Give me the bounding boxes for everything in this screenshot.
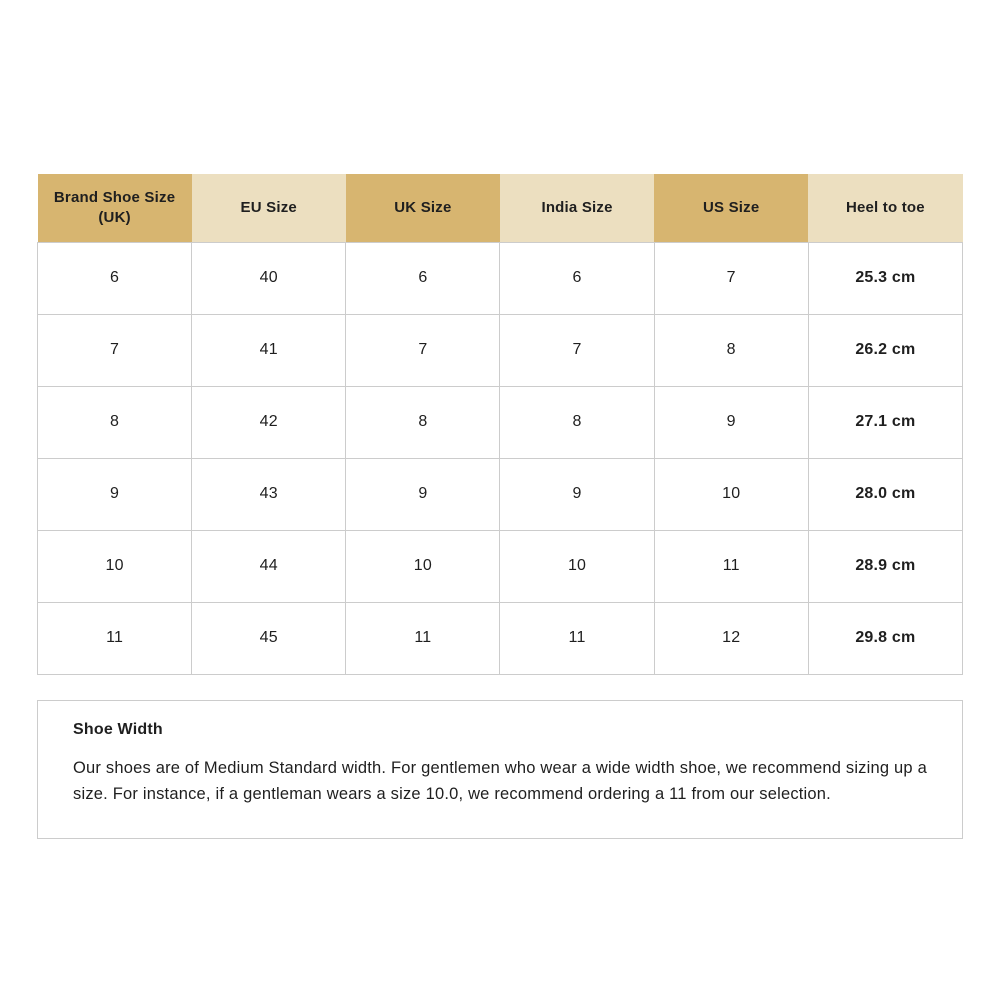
table-cell: 7 <box>346 314 500 386</box>
table-cell: 8 <box>38 386 192 458</box>
table-cell: 10 <box>654 458 808 530</box>
table-row <box>38 314 963 386</box>
table-header <box>38 174 963 242</box>
table-cell: 26.2 cm <box>808 314 962 386</box>
table-cell: 42 <box>192 386 346 458</box>
table-cell: 8 <box>500 386 654 458</box>
table-row <box>38 602 963 674</box>
column-header: Brand Shoe Size (UK) <box>38 174 192 242</box>
table-cell: 8 <box>654 314 808 386</box>
table-cell: 7 <box>38 314 192 386</box>
table-cell: 29.8 cm <box>808 602 962 674</box>
note-title: Shoe Width <box>73 720 163 738</box>
table-row <box>38 242 963 314</box>
table-cell: 28.9 cm <box>808 530 962 602</box>
table-row <box>38 458 963 530</box>
size-conversion-table <box>37 174 963 675</box>
table-cell: 6 <box>346 242 500 314</box>
table-header-row <box>38 174 963 242</box>
table-cell: 9 <box>38 458 192 530</box>
table-cell: 10 <box>346 530 500 602</box>
table-cell: 10 <box>38 530 192 602</box>
shoe-width-note-box <box>37 700 963 839</box>
table-cell: 25.3 cm <box>808 242 962 314</box>
table-cell: 7 <box>500 314 654 386</box>
table-cell: 9 <box>500 458 654 530</box>
column-header: UK Size <box>346 174 500 242</box>
table-cell: 8 <box>346 386 500 458</box>
table-cell: 12 <box>654 602 808 674</box>
table-cell: 6 <box>500 242 654 314</box>
table-cell: 6 <box>38 242 192 314</box>
table-row <box>38 386 963 458</box>
table-cell: 11 <box>500 602 654 674</box>
table-cell: 11 <box>38 602 192 674</box>
table-body <box>38 242 963 674</box>
note-body: Our shoes are of Medium Standard width. For gentlemen who wear a wide width shoe, we recommend sizing up a size. For instance, if a gentleman wears a size 10.0, we recommend ordering a 11 from our selection. <box>73 758 927 803</box>
column-header: US Size <box>654 174 808 242</box>
table-cell: 9 <box>346 458 500 530</box>
size-chart-page <box>37 174 963 839</box>
table-cell: 11 <box>346 602 500 674</box>
table-row <box>38 530 963 602</box>
table-cell: 40 <box>192 242 346 314</box>
table-cell: 27.1 cm <box>808 386 962 458</box>
table-cell: 10 <box>500 530 654 602</box>
column-header: EU Size <box>192 174 346 242</box>
column-header: India Size <box>500 174 654 242</box>
table-cell: 11 <box>654 530 808 602</box>
table-cell: 28.0 cm <box>808 458 962 530</box>
table-cell: 43 <box>192 458 346 530</box>
table-cell: 45 <box>192 602 346 674</box>
table-cell: 41 <box>192 314 346 386</box>
table-cell: 7 <box>654 242 808 314</box>
column-header: Heel to toe <box>808 174 962 242</box>
table-cell: 44 <box>192 530 346 602</box>
table-cell: 9 <box>654 386 808 458</box>
